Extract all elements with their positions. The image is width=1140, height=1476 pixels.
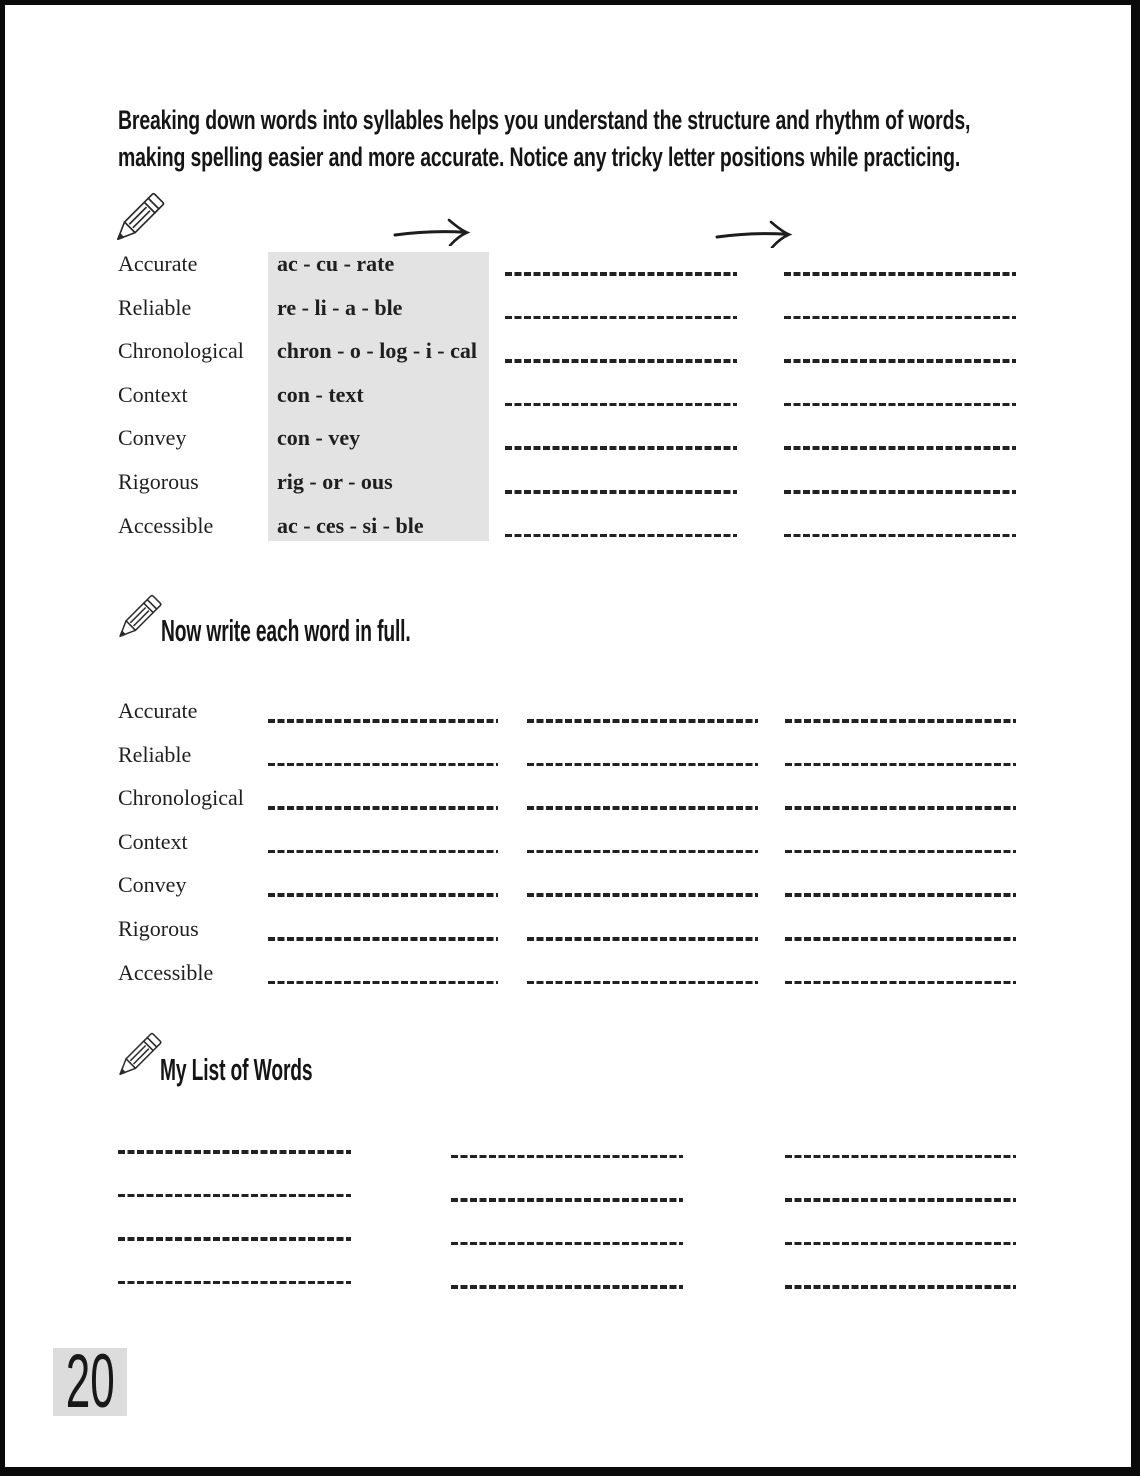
practice-blank-line: [505, 272, 737, 276]
practice-blank-line: [268, 719, 498, 723]
my-list-blank-line: [451, 1285, 683, 1289]
practice-blank-line: [505, 403, 737, 407]
practice-blank-line: [784, 316, 1016, 320]
syllable-row: [0, 467, 1140, 511]
my-list-blank-line: [118, 1281, 351, 1285]
syllable-row: [0, 336, 1140, 380]
practice-blank-line: [268, 850, 498, 854]
write-full-row: [0, 827, 1140, 871]
word-label: Reliable: [118, 294, 192, 320]
practice-blank-line: [268, 981, 498, 985]
practice-blank-line: [527, 981, 758, 985]
intro-line: Breaking down words into syllables helps you understand the structure and rhythm of words,: [118, 105, 971, 135]
syllable-breakdown: chron - o - log - i - cal: [277, 338, 478, 364]
arrow-right-icon: [714, 218, 800, 248]
pencil-icon: [114, 1026, 164, 1088]
section-heading: [161, 614, 564, 648]
my-list-blank-line: [785, 1198, 1016, 1202]
practice-blank-line: [785, 937, 1016, 941]
practice-blank-line: [505, 359, 737, 363]
word-label: Rigorous: [118, 916, 199, 941]
write-full-heading: Now write each word in full.: [161, 613, 411, 648]
my-list-blank-line: [785, 1242, 1016, 1246]
intro-line: making spelling easier and more accurate. Notice any tricky letter positions while practicing.: [118, 142, 961, 172]
practice-blank-line: [527, 850, 758, 854]
my-list-blank-line: [451, 1198, 683, 1202]
syllable-row: [0, 380, 1140, 424]
my-list-blank-line: [785, 1285, 1016, 1289]
word-label: Convey: [118, 425, 187, 451]
practice-blank-line: [784, 272, 1016, 276]
practice-blank-line: [785, 893, 1016, 897]
practice-blank-line: [505, 490, 737, 494]
word-label: Chronological: [118, 785, 244, 811]
intro-text: [118, 102, 1140, 176]
practice-blank-line: [785, 850, 1016, 854]
my-list-heading: My List of Words: [160, 1052, 313, 1087]
page-number-box: [53, 1339, 127, 1424]
word-label: Chronological: [118, 338, 244, 364]
practice-blank-line: [268, 937, 498, 941]
pencil-icon: [114, 588, 164, 650]
page-number: 20: [65, 1339, 115, 1424]
practice-blank-line: [527, 937, 758, 941]
syllable-breakdown: con - text: [277, 381, 364, 407]
practice-blank-line: [785, 763, 1016, 767]
word-label: Convey: [118, 872, 187, 898]
practice-blank-line: [505, 534, 737, 538]
practice-blank-line: [784, 490, 1016, 494]
section-heading: [160, 1053, 406, 1087]
word-label: Accessible: [118, 959, 214, 985]
practice-blank-line: [527, 806, 758, 810]
practice-blank-line: [268, 893, 498, 897]
syllable-breakdown: con - vey: [277, 425, 361, 451]
word-label: Context: [118, 828, 188, 854]
practice-blank-line: [784, 446, 1016, 450]
practice-blank-line: [785, 981, 1016, 985]
practice-blank-line: [785, 719, 1016, 723]
my-list-blank-line: [451, 1155, 683, 1159]
syllable-row: [0, 511, 1140, 555]
practice-blank-line: [527, 893, 758, 897]
syllable-row: [0, 249, 1140, 293]
practice-blank-line: [785, 806, 1016, 810]
practice-blank-line: [527, 763, 758, 767]
syllable-row: [0, 293, 1140, 337]
practice-blank-line: [505, 316, 737, 320]
my-list-blank-line: [785, 1155, 1016, 1159]
practice-blank-line: [784, 359, 1016, 363]
syllable-breakdown: ac - ces - si - ble: [277, 512, 424, 538]
word-label: Rigorous: [118, 469, 199, 494]
write-full-row: [0, 783, 1140, 827]
write-full-row: [0, 696, 1140, 740]
my-list-blank-line: [451, 1242, 683, 1246]
practice-blank-line: [784, 534, 1016, 538]
syllable-breakdown: ac - cu - rate: [277, 251, 395, 276]
my-list-blank-line: [118, 1237, 351, 1241]
practice-blank-line: [505, 446, 737, 450]
word-label: Context: [118, 381, 188, 407]
syllable-row: [0, 423, 1140, 467]
word-label: Accurate: [118, 251, 198, 276]
syllable-breakdown: rig - or - ous: [277, 469, 393, 494]
syllable-breakdown: re - li - a - ble: [277, 294, 403, 320]
write-full-row: [0, 958, 1140, 1002]
write-full-row: [0, 870, 1140, 914]
word-label: Accurate: [118, 698, 198, 723]
practice-blank-line: [527, 719, 758, 723]
write-full-row: [0, 914, 1140, 958]
word-label: Reliable: [118, 741, 192, 767]
arrow-right-icon: [392, 216, 478, 246]
practice-blank-line: [268, 806, 498, 810]
practice-blank-line: [268, 763, 498, 767]
pencil-icon: [111, 186, 167, 254]
write-full-row: [0, 740, 1140, 784]
my-list-blank-line: [118, 1150, 351, 1154]
practice-blank-line: [784, 403, 1016, 407]
word-label: Accessible: [118, 512, 214, 538]
my-list-blank-line: [118, 1194, 351, 1198]
